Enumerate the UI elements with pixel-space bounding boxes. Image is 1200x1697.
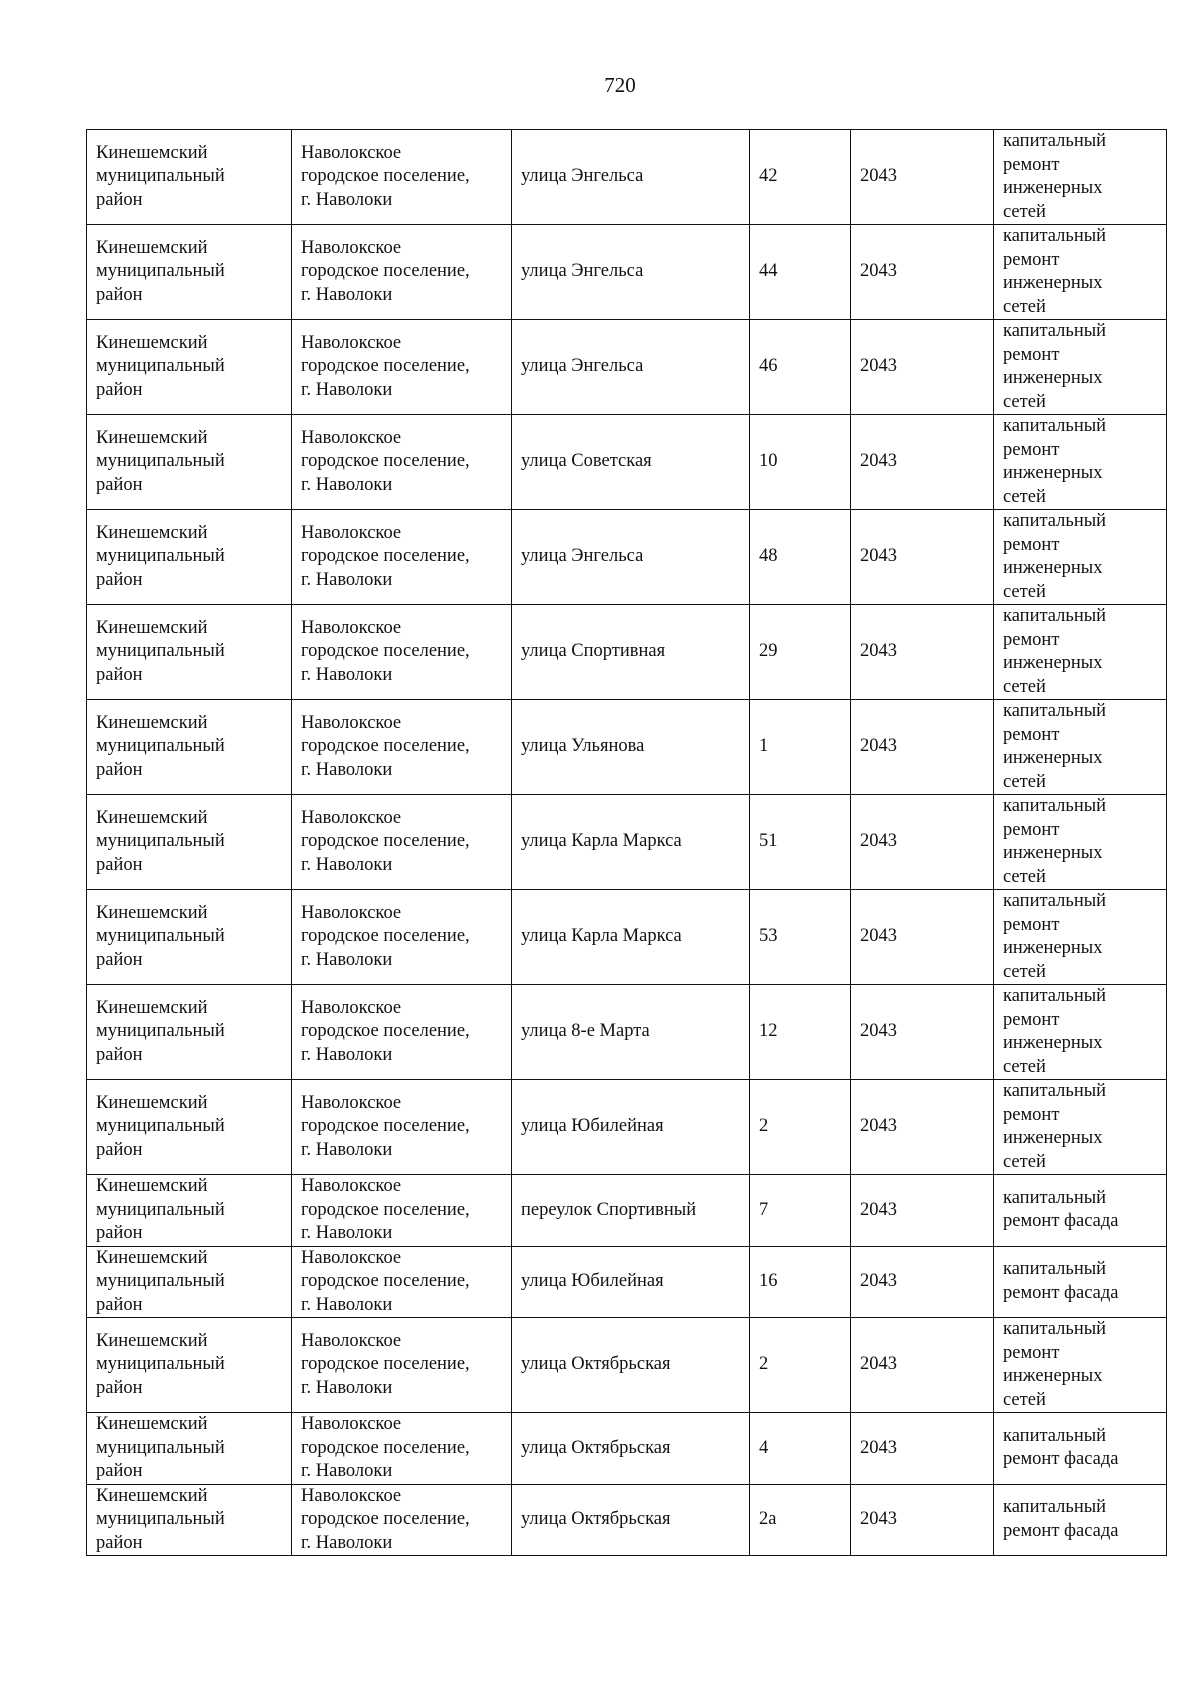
work-type-cell: капитальный ремонт инженерных сетей: [994, 225, 1167, 320]
street-cell: улица Карла Маркса: [512, 890, 750, 985]
house-number-cell: 53: [750, 890, 851, 985]
work-type-cell: капитальный ремонт фасада: [994, 1484, 1167, 1556]
work-type-cell: капитальный ремонт инженерных сетей: [994, 985, 1167, 1080]
settlement-cell: Наволокское городское поселение, г. Наволоки: [292, 700, 512, 795]
district-cell: Кинешемский муниципальный район: [87, 415, 292, 510]
work-type-cell: капитальный ремонт инженерных сетей: [994, 320, 1167, 415]
year-cell: 2043: [851, 510, 994, 605]
street-cell: улица Спортивная: [512, 605, 750, 700]
year-cell: 2043: [851, 1484, 994, 1556]
house-number-cell: 12: [750, 985, 851, 1080]
street-cell: улица Октябрьская: [512, 1413, 750, 1485]
year-cell: 2043: [851, 605, 994, 700]
work-type-cell: капитальный ремонт инженерных сетей: [994, 510, 1167, 605]
house-number-cell: 16: [750, 1246, 851, 1318]
street-cell: улица Энгельса: [512, 130, 750, 225]
work-type-cell: капитальный ремонт фасада: [994, 1246, 1167, 1318]
district-cell: Кинешемский муниципальный район: [87, 510, 292, 605]
district-cell: Кинешемский муниципальный район: [87, 1175, 292, 1247]
table-row: [87, 1318, 1167, 1413]
settlement-cell: Наволокское городское поселение, г. Наволоки: [292, 130, 512, 225]
year-cell: 2043: [851, 320, 994, 415]
house-number-cell: 1: [750, 700, 851, 795]
district-cell: Кинешемский муниципальный район: [87, 225, 292, 320]
street-cell: улица Карла Маркса: [512, 795, 750, 890]
district-cell: Кинешемский муниципальный район: [87, 1318, 292, 1413]
work-type-cell: капитальный ремонт инженерных сетей: [994, 415, 1167, 510]
house-number-cell: 10: [750, 415, 851, 510]
table-row: [87, 510, 1167, 605]
house-number-cell: 42: [750, 130, 851, 225]
settlement-cell: Наволокское городское поселение, г. Наволоки: [292, 510, 512, 605]
table-row: [87, 795, 1167, 890]
district-cell: Кинешемский муниципальный район: [87, 1080, 292, 1175]
table-row: [87, 700, 1167, 795]
year-cell: 2043: [851, 225, 994, 320]
table-row: [87, 1175, 1167, 1247]
year-cell: 2043: [851, 700, 994, 795]
house-number-cell: 2а: [750, 1484, 851, 1556]
table-row: [87, 985, 1167, 1080]
settlement-cell: Наволокское городское поселение, г. Наволоки: [292, 605, 512, 700]
work-type-cell: капитальный ремонт фасада: [994, 1413, 1167, 1485]
table-row: [87, 605, 1167, 700]
street-cell: улица Октябрьская: [512, 1318, 750, 1413]
street-cell: улица Энгельса: [512, 510, 750, 605]
settlement-cell: Наволокское городское поселение, г. Наволоки: [292, 320, 512, 415]
house-number-cell: 2: [750, 1318, 851, 1413]
work-type-cell: капитальный ремонт инженерных сетей: [994, 605, 1167, 700]
district-cell: Кинешемский муниципальный район: [87, 1246, 292, 1318]
table-row: [87, 320, 1167, 415]
house-number-cell: 7: [750, 1175, 851, 1247]
year-cell: 2043: [851, 1175, 994, 1247]
street-cell: улица Юбилейная: [512, 1246, 750, 1318]
settlement-cell: Наволокское городское поселение, г. Наволоки: [292, 415, 512, 510]
house-number-cell: 51: [750, 795, 851, 890]
year-cell: 2043: [851, 795, 994, 890]
year-cell: 2043: [851, 1080, 994, 1175]
district-cell: Кинешемский муниципальный район: [87, 1413, 292, 1485]
street-cell: переулок Спортивный: [512, 1175, 750, 1247]
table-row: [87, 415, 1167, 510]
district-cell: Кинешемский муниципальный район: [87, 795, 292, 890]
street-cell: улица Октябрьская: [512, 1484, 750, 1556]
district-cell: Кинешемский муниципальный район: [87, 320, 292, 415]
house-number-cell: 48: [750, 510, 851, 605]
year-cell: 2043: [851, 890, 994, 985]
house-number-cell: 4: [750, 1413, 851, 1485]
district-cell: Кинешемский муниципальный район: [87, 605, 292, 700]
settlement-cell: Наволокское городское поселение, г. Наволоки: [292, 1080, 512, 1175]
street-cell: улица Советская: [512, 415, 750, 510]
district-cell: Кинешемский муниципальный район: [87, 890, 292, 985]
street-cell: улица Энгельса: [512, 320, 750, 415]
year-cell: 2043: [851, 1246, 994, 1318]
district-cell: Кинешемский муниципальный район: [87, 1484, 292, 1556]
district-cell: Кинешемский муниципальный район: [87, 130, 292, 225]
house-number-cell: 29: [750, 605, 851, 700]
table-row: [87, 1484, 1167, 1556]
settlement-cell: Наволокское городское поселение, г. Наволоки: [292, 1246, 512, 1318]
year-cell: 2043: [851, 1318, 994, 1413]
work-type-cell: капитальный ремонт инженерных сетей: [994, 700, 1167, 795]
page-number: 720: [604, 73, 636, 97]
year-cell: 2043: [851, 1413, 994, 1485]
table-row: [87, 1246, 1167, 1318]
settlement-cell: Наволокское городское поселение, г. Наволоки: [292, 1175, 512, 1247]
year-cell: 2043: [851, 415, 994, 510]
settlement-cell: Наволокское городское поселение, г. Наволоки: [292, 1318, 512, 1413]
house-number-cell: 2: [750, 1080, 851, 1175]
house-number-cell: 46: [750, 320, 851, 415]
year-cell: 2043: [851, 985, 994, 1080]
work-type-cell: капитальный ремонт инженерных сетей: [994, 1080, 1167, 1175]
table-row: [87, 890, 1167, 985]
settlement-cell: Наволокское городское поселение, г. Наволоки: [292, 985, 512, 1080]
street-cell: улица Ульянова: [512, 700, 750, 795]
table-row: [87, 1413, 1167, 1485]
settlement-cell: Наволокское городское поселение, г. Наволоки: [292, 1413, 512, 1485]
street-cell: улица 8-е Марта: [512, 985, 750, 1080]
work-type-cell: капитальный ремонт фасада: [994, 1175, 1167, 1247]
table-row: [87, 225, 1167, 320]
settlement-cell: Наволокское городское поселение, г. Наволоки: [292, 225, 512, 320]
settlement-cell: Наволокское городское поселение, г. Наволоки: [292, 795, 512, 890]
work-type-cell: капитальный ремонт инженерных сетей: [994, 1318, 1167, 1413]
work-type-cell: капитальный ремонт инженерных сетей: [994, 890, 1167, 985]
housing-repair-table: [86, 129, 1167, 1556]
work-type-cell: капитальный ремонт инженерных сетей: [994, 130, 1167, 225]
work-type-cell: капитальный ремонт инженерных сетей: [994, 795, 1167, 890]
settlement-cell: Наволокское городское поселение, г. Наволоки: [292, 890, 512, 985]
street-cell: улица Энгельса: [512, 225, 750, 320]
district-cell: Кинешемский муниципальный район: [87, 700, 292, 795]
year-cell: 2043: [851, 130, 994, 225]
table-row: [87, 130, 1167, 225]
street-cell: улица Юбилейная: [512, 1080, 750, 1175]
house-number-cell: 44: [750, 225, 851, 320]
table-row: [87, 1080, 1167, 1175]
settlement-cell: Наволокское городское поселение, г. Наволоки: [292, 1484, 512, 1556]
district-cell: Кинешемский муниципальный район: [87, 985, 292, 1080]
